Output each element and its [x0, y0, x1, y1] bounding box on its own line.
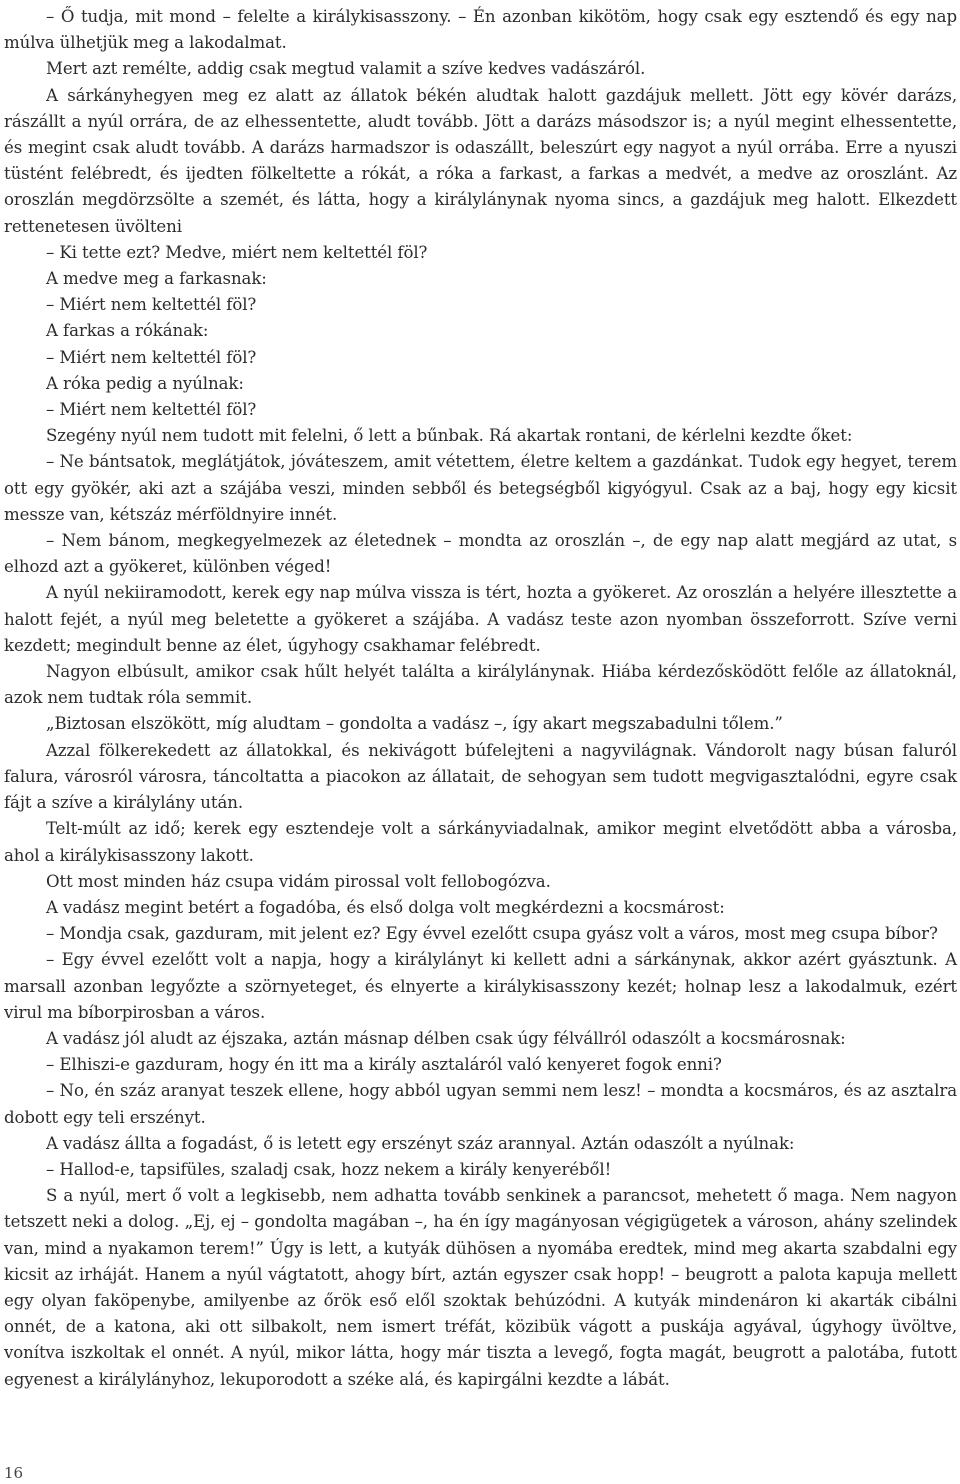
paragraph: Ott most minden ház csupa vidám pirossal volt fellobogózva. — [46, 871, 551, 891]
page-number: 16 — [4, 1464, 24, 1482]
paragraph: – Ő tudja, mit mond – felelte a királykisasszony. – Én azonban kikötöm, hogy csak egy esztendő és egy nap múlva ülhetjük meg a lakodalmat. — [4, 7, 957, 53]
paragraph: A vadász jól aludt az éjszaka, aztán másnap délben csak úgy félvállról odaszólt a kocsmárosnak: — [46, 1028, 846, 1048]
paragraph: – Egy évvel ezelőtt volt a napja, hogy a királylányt ki kellett adni a sárkánynak, akkor azért gyásztunk. A marsall azonban legyőzte a szörnyeteget, és elnyerte a királykisasszony kezét; holnap lesz a lakodalmuk, ezért virul ma bíborpirosban a város. — [4, 950, 957, 1022]
paragraph: Szegény nyúl nem tudott mit felelni, ő lett a bűnbak. Rá akartak rontani, de kérlelni kezdte őket: — [46, 426, 853, 446]
paragraph: A vadász megint betért a fogadóba, és első dolga volt megkérdezni a kocsmárost: — [46, 897, 725, 917]
paragraph: – Nem bánom, megkegyelmezek az életednek – mondta az oroszlán –, de egy nap alatt megjárd az utat, s elhozd azt a gyökeret, különben véged! — [4, 531, 957, 577]
paragraph: A vadász állta a fogadást, ő is letett egy erszényt száz arannyal. Aztán odaszólt a nyúlnak: — [46, 1133, 795, 1153]
paragraph: – Miért nem keltettél föl? — [46, 295, 257, 315]
paragraph: – No, én száz aranyat teszek ellene, hogy abból ugyan semmi nem lesz! – mondta a kocsmáros, és az asztalra dobott egy teli erszényt. — [4, 1081, 957, 1127]
paragraph: „Biztosan elszökött, míg aludtam – gondolta a vadász –, így akart megszabadulni tőlem.” — [46, 714, 783, 734]
paragraph: – Miért nem keltettél föl? — [46, 400, 257, 420]
paragraph: – Miért nem keltettél föl? — [46, 347, 257, 367]
paragraph: Azzal fölkerekedett az állatokkal, és nekivágott búfelejteni a nagyvilágnak. Vándorolt nagy búsan faluról falura, városról városra, táncoltatta a piacokon az állatait, de sehogyan sem tudott megvigasztalódni, egyre csak fájt a szíve a királylány után. — [4, 740, 957, 813]
paragraph: A medve meg a farkasnak: — [46, 269, 267, 289]
paragraph: A sárkányhegyen meg ez alatt az állatok békén aludtak halott gazdájuk mellett. Jött egy kövér darázs, rászállt a nyúl orrára, de az elhessentette, aludt tovább. Jött a darázs másodszor is; a nyúl megint elhessentette, és megint csak aludt tovább. A darázs harmadszor is odaszállt, beleszúrt egy nagyot a nyúl orrába. Erre a nyuszi tüstént felébredt, és ijedten fölkeltette a rókát, a róka a farkast, a farkas a medvét, a medve az oroszlánt. Az oroszlán megdörzsölte a szemét, és látta, hogy a királylánynak nyoma sincs, a gazdájuk meg halott. Elkezdett rettenetesen üvölteni — [4, 85, 957, 236]
paragraph: – Elhiszi-e gazduram, hogy én itt ma a király asztaláról való kenyeret fogok enni? — [46, 1055, 722, 1075]
paragraph: Nagyon elbúsult, amikor csak hűlt helyét találta a királylánynak. Hiába kérdezősködött felőle az állatoknál, azok nem tudtak róla semmit. — [4, 662, 957, 708]
page-text — [4, 4, 957, 1393]
paragraph: A nyúl nekiiramodott, kerek egy nap múlva vissza is tért, hozta a gyökeret. Az oroszlán a helyére illesztette a halott fejét, a nyúl meg beletette a gyökeret a szájába. A vadász teste azon nyomban összeforrott. Szíve verni kezdett; megindult benne az élet, úgyhogy csakhamar felébredt. — [4, 583, 957, 655]
paragraph: Mert azt remélte, addig csak megtud valamit a szíve kedves vadászáról. — [46, 59, 646, 79]
paragraph: S a nyúl, mert ő volt a legkisebb, nem adhatta tovább senkinek a parancsot, mehetett ő maga. Nem nagyon tetszett neki a dolog. „Ej, ej – gondolta magában –, ha én így magányosan végigügetek a városon, ahány szelindek van, mind a nyakamon terem!” Úgy is lett, a kutyák dühösen a nyomába eredtek, mind meg akarta szabdalni egy kicsit az irháját. Hanem a nyúl vágtatott, ahogy bírt, aztán egyszer csak hopp! – beugrott a palota kapuja mellett egy olyan faköpenybe, amilyenbe az őrök eső elől szoktak behúzódni. A kutyák mindenáron ki akarták cibálni onnét, de a katona, aki ott silbakolt, nem ismert tréfát, közibük vágott a puskája agyával, úgyhogy üvöltve, vonítva iszkoltak el onnét. A nyúl, mikor látta, hogy már tiszta a levegő, fogta magát, beugrott a palotába, futott egyenest a királylányhoz, lekuporodott a széke alá, és kapirgálni kezdte a lábát. — [4, 1186, 957, 1389]
paragraph: A róka pedig a nyúlnak: — [46, 373, 244, 393]
paragraph: – Ki tette ezt? Medve, miért nem keltettél föl? — [46, 242, 428, 262]
paragraph: – Ne bántsatok, meglátjátok, jóváteszem, amit vétettem, életre keltem a gazdánkat. Tudok egy hegyet, terem ott egy gyökér, aki azt a szájába veszi, minden sebből és betegségből kigyógyul. Csak az a baj, hogy egy kicsit messze van, kétszáz mérföldnyire innét. — [4, 452, 957, 524]
paragraph: – Mondja csak, gazduram, mit jelent ez? Egy évvel ezelőtt csupa gyász volt a város, most meg csupa bíbor? — [46, 924, 938, 944]
paragraph: A farkas a rókának: — [46, 321, 209, 341]
paragraph: – Hallod-e, tapsifüles, szaladj csak, hozz nekem a király kenyeréből! — [46, 1159, 612, 1179]
paragraph: Telt-múlt az idő; kerek egy esztendeje volt a sárkányviadalnak, amikor megint elvetődött abba a városba, ahol a királykisasszony lakott. — [4, 819, 957, 865]
